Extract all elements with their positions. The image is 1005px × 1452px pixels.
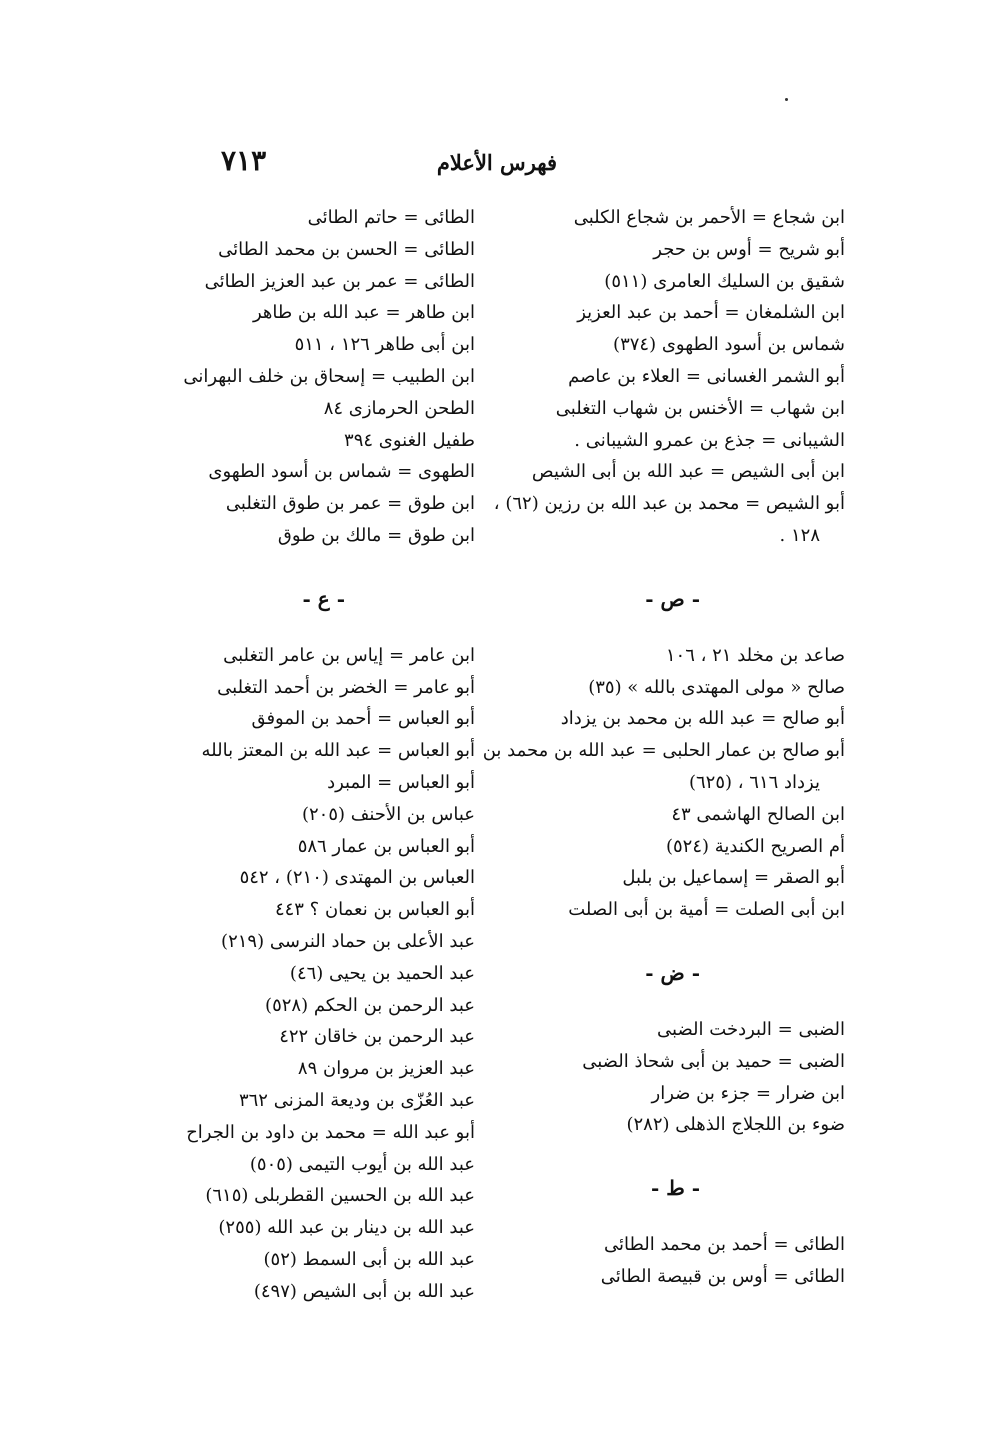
- left-group-ayn: [185, 640, 475, 1308]
- index-entry: ضوء بن اللجلاج الذهلى (٢٨٢): [626, 1114, 845, 1136]
- index-entry: عبد العزيز بن مروان ٨٩: [297, 1058, 475, 1080]
- right-group-shin: [493, 202, 845, 552]
- section-heading-dad: - ض -: [645, 960, 700, 985]
- index-entry: أبو العباس بن عمار ٥٨٦: [297, 835, 475, 857]
- index-entry: ابن طاهر = عبد الله بن طاهر: [252, 302, 475, 324]
- index-entry: الضبى = حميد بن أبى شحاذ الضبى: [582, 1050, 845, 1072]
- section-heading-sad: - ص -: [645, 586, 700, 611]
- index-entry: ابن أبى طاهر ١٢٦ ، ٥١١: [294, 334, 475, 356]
- section-heading-ayn: - ع -: [302, 586, 345, 611]
- index-entry: ابن الطبيب = إسحاق بن خلف البهرانى: [183, 365, 475, 387]
- index-entry: الطهوى = شماس بن أسود الطهوى: [208, 461, 475, 483]
- index-entry: ابن طوق = عمر بن طوق التغلبى: [225, 493, 475, 515]
- index-entry: أبو عامر = الخضر بن أحمد التغلبى: [217, 676, 475, 698]
- index-entry: أبو عبد الله = محمد بن داود بن الجراح: [186, 1121, 475, 1143]
- page-title: فهرس الأعلام: [436, 150, 557, 175]
- index-entry: شقيق بن السليك العامرى (٥١١): [604, 270, 845, 292]
- index-entry: ابن طوق = مالك بن طوق: [277, 524, 475, 546]
- index-entry: عباس بن الأحنف (٢٠٥): [301, 803, 475, 825]
- left-group-ta: [185, 202, 475, 552]
- index-entry: شماس بن أسود الطهوى (٣٧٤): [613, 334, 845, 356]
- index-entry: الشيبانى = جذع بن عمرو الشيبانى .: [574, 429, 845, 451]
- index-entry: الضبى = البردخت الضبى: [657, 1018, 845, 1040]
- index-entry-continuation: يزداد ٦١٦ ، (٦٢٥): [688, 771, 820, 793]
- index-entry: أبو العباس بن نعمان ؟ ٤٤٣: [274, 899, 475, 921]
- index-entry: أبو الصقر = إسماعيل بن بلبل: [622, 867, 845, 889]
- index-entry: أبو العباس = أحمد بن الموفق: [251, 708, 475, 730]
- index-entry: عبد الرحمن بن خاقان ٤٢٢: [279, 1026, 475, 1048]
- right-column: [482, 202, 845, 1293]
- index-entry: صالح « مولى المهتدى بالله » (٣٥): [588, 676, 845, 698]
- index-entry: ابن ضرار = جزء بن ضرار: [651, 1082, 845, 1104]
- index-entry: عبد الله بن دينار بن عبد الله (٢٥٥): [218, 1217, 475, 1239]
- index-entry: ابن عامر = إياس بن عامر التغلبى: [223, 644, 475, 666]
- speck-mark: [785, 98, 788, 101]
- index-entry: أبو صالح = عبد الله بن محمد بن يزداد: [560, 708, 845, 730]
- right-group-dad: [515, 1014, 845, 1141]
- index-entry-continuation: ١٢٨ .: [779, 524, 820, 546]
- index-entry: ابن الشلمغان = أحمد بن عبد العزيز: [577, 302, 845, 324]
- index-entry: أبو العباس = عبد الله بن المعتز بالله: [201, 740, 475, 762]
- index-entry: الطائى = الحسن بن محمد الطائى: [218, 238, 475, 260]
- index-entry: العباس بن المهتدى (٢١٠) ، ٥٤٢: [239, 867, 475, 889]
- index-entry: أبو العباس = المبرد: [327, 771, 475, 793]
- index-entry: عبد الله بن الحسين القطربلى (٦١٥): [205, 1185, 475, 1207]
- index-entry: طفيل الغنوى ٣٩٤: [344, 429, 475, 451]
- right-group-sad: [482, 640, 845, 926]
- index-entry: عبد الرحمن بن الحكم (٥٢٨): [265, 994, 475, 1016]
- section-heading-ta: - ط -: [650, 1176, 700, 1201]
- index-entry: ابن أبى الصلت = أمية بن أبى الصلت: [568, 899, 845, 921]
- index-entry: ابن الصالح الهاشمى ٤٣: [671, 803, 845, 825]
- index-entry: ابن شهاب = الأخنس بن شهاب التغلبى: [555, 397, 845, 419]
- index-entry: ابن شجاع = الأحمر بن شجاع الكلبى: [573, 207, 845, 228]
- index-entry: أبو شريح = أوس بن حجر: [653, 238, 845, 260]
- index-entry: صاعد بن مخلد ٢١ ، ١٠٦: [665, 644, 845, 666]
- index-entry: عبد الأعلى بن حماد النرسى (٢١٩): [221, 930, 475, 952]
- index-entry: ابن أبى الشيص = عبد الله بن أبى الشيص: [531, 461, 845, 483]
- index-entry: عبد العُزّى بن وديعة المزنى ٣٦٢: [238, 1089, 475, 1111]
- index-entry: الطائى = عمر بن عبد العزيز الطائى: [204, 270, 475, 292]
- index-entry: الطائى = أوس بن قبيصة الطائى: [600, 1265, 845, 1287]
- index-entry: الطائى = حاتم الطائى: [307, 207, 475, 228]
- index-entry: عبد الله بن أبى السمط (٥٢): [263, 1248, 475, 1270]
- index-entry: أبو الشمر الغسانى = العلاء بن عاصم: [568, 365, 845, 387]
- index-entry: عبد الله بن أبى الشيص (٤٩٧): [253, 1280, 475, 1302]
- index-entry: أبو صالح بن عمار الحلبى = عبد الله بن محمد بن: [482, 740, 845, 762]
- right-group-ta: [515, 1229, 845, 1293]
- index-entry: أم الصريح الكندية (٥٢٤): [665, 835, 845, 857]
- index-entry: الطائى = أحمد بن محمد الطائى: [604, 1234, 845, 1256]
- page-number: ٧١٣: [221, 144, 267, 177]
- index-entry: الطحن الحرمازى ٨٤: [323, 397, 475, 419]
- left-column: [185, 202, 475, 1308]
- index-entry: عبد الله بن أيوب التيمى (٥٠٥): [249, 1153, 475, 1175]
- index-entry: أبو الشيص = محمد بن عبد الله بن رزين (٦٢) ،: [493, 493, 845, 515]
- index-entry: عبد الحميد بن يحيى (٤٦): [289, 962, 475, 984]
